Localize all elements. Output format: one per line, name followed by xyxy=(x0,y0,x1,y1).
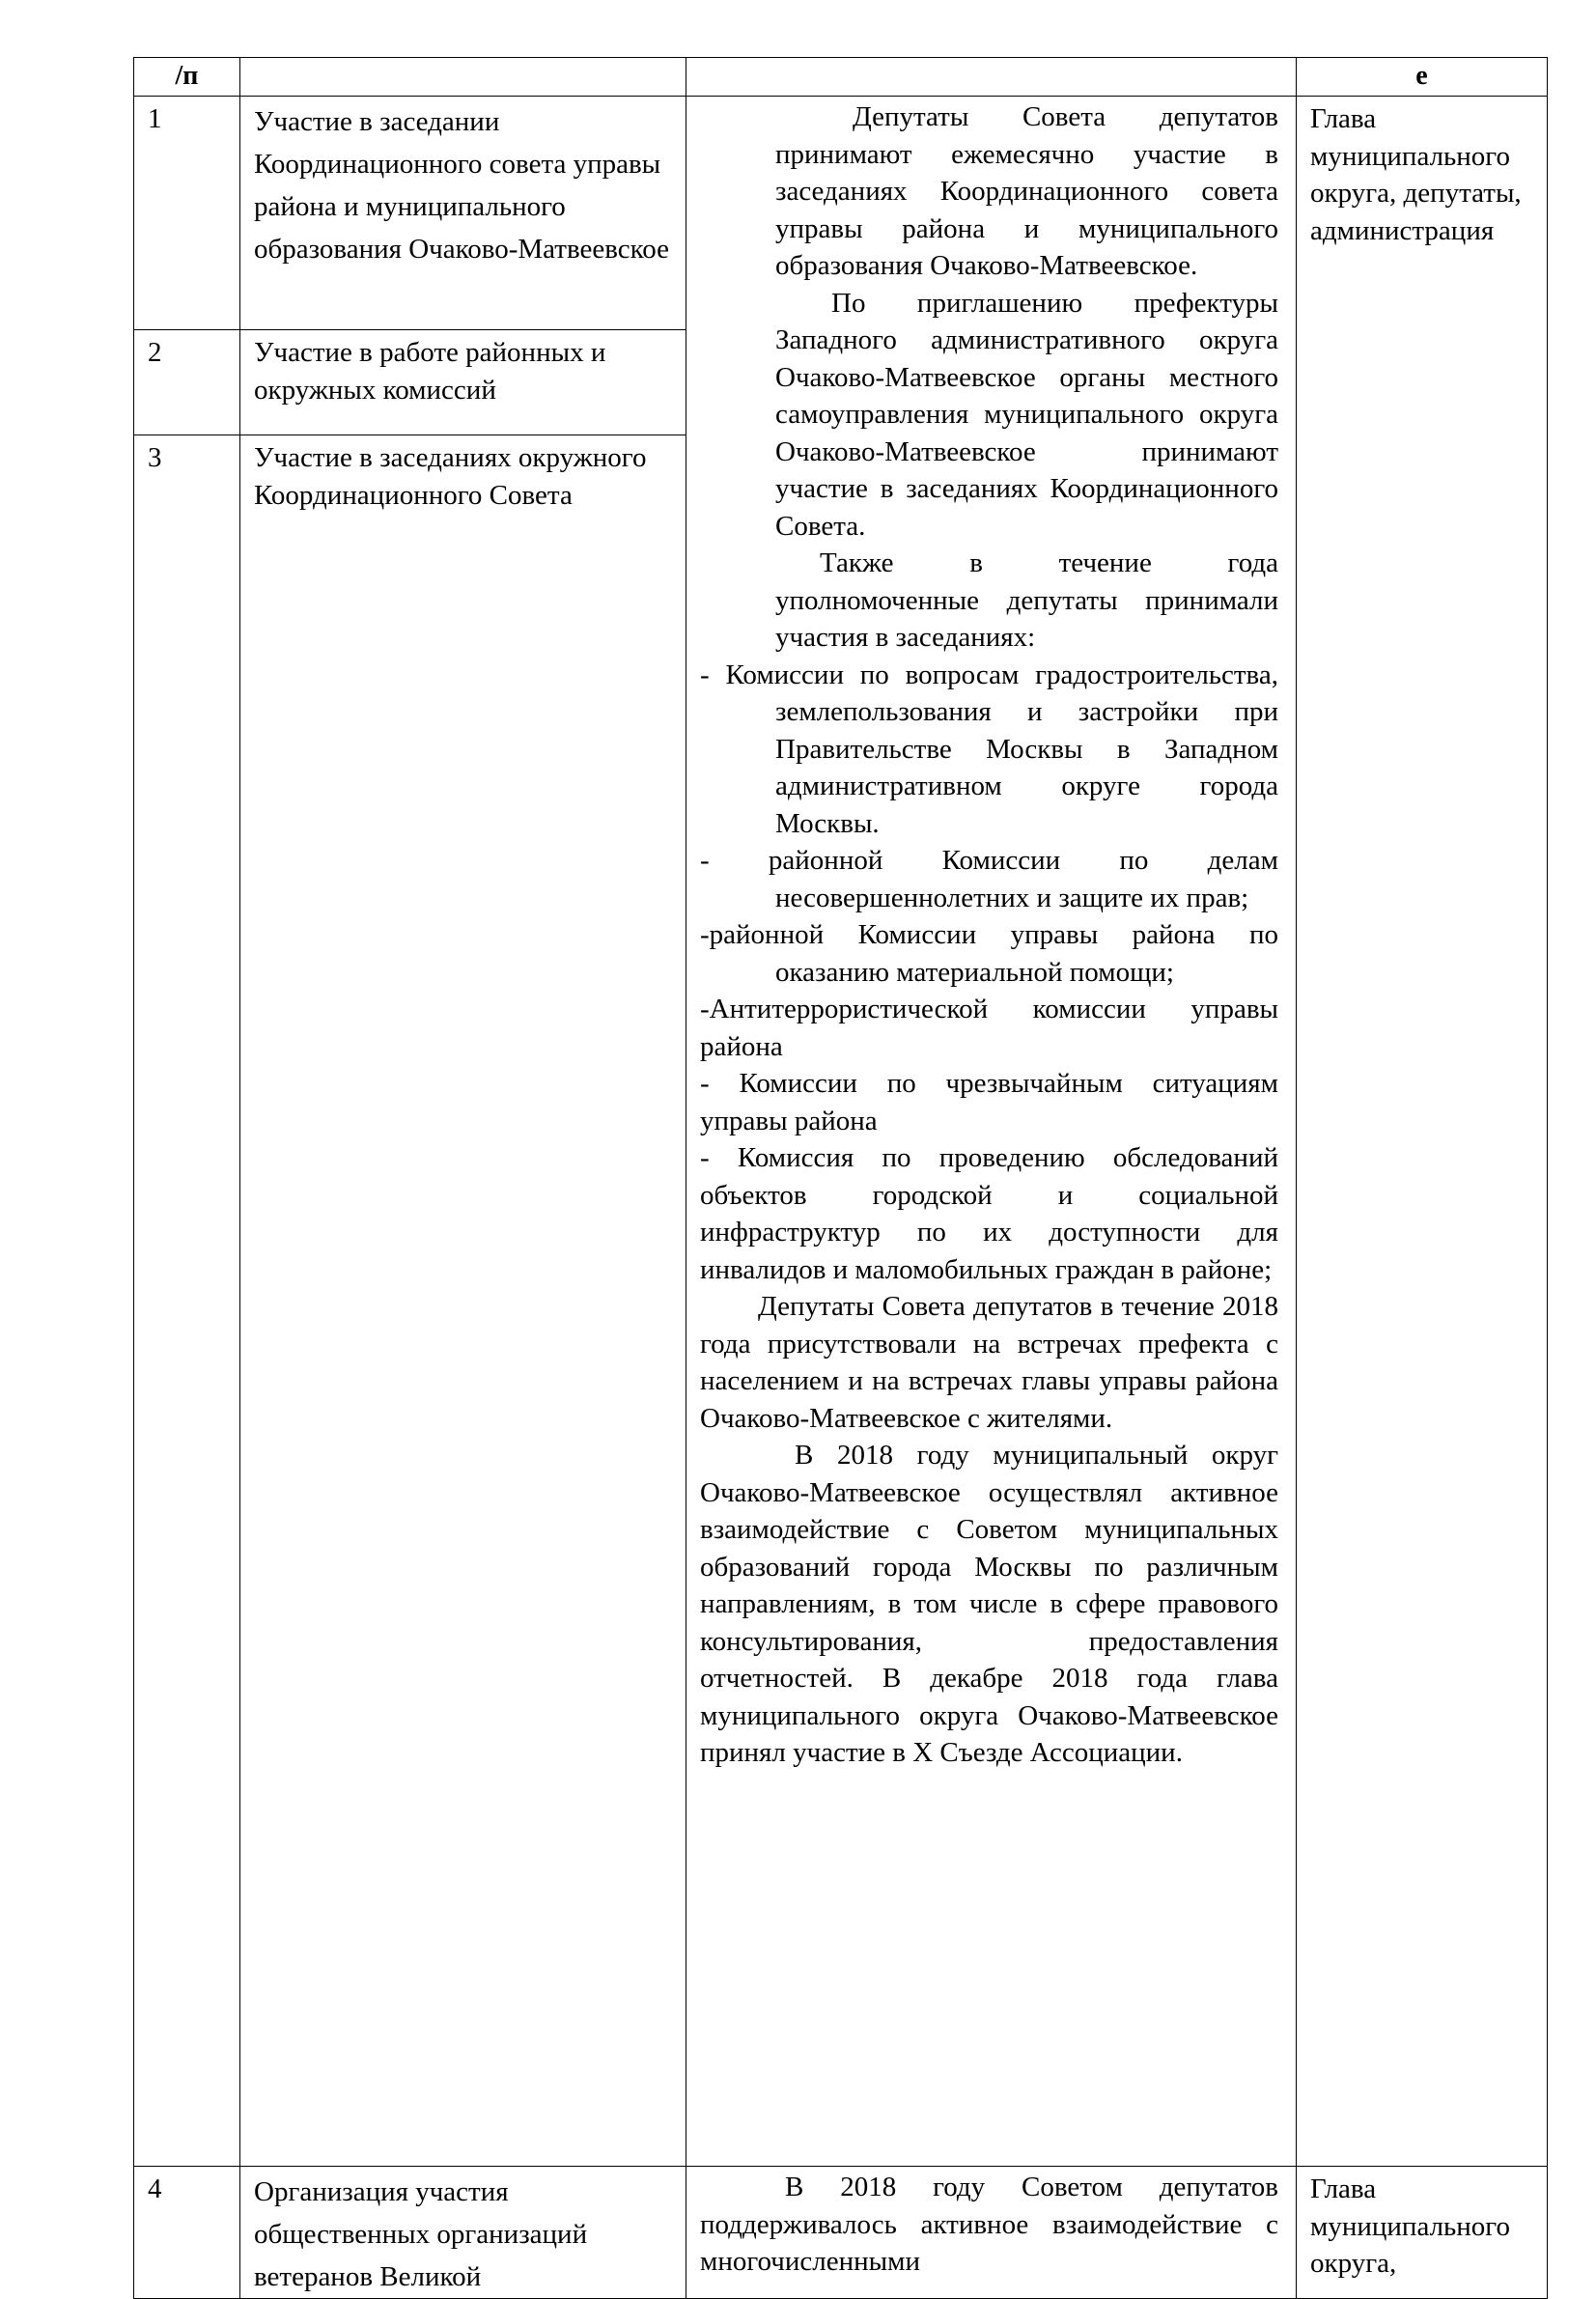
table-header-row xyxy=(134,58,1548,97)
row-activity: Участие в работе районных и окружных комиссий xyxy=(240,330,686,435)
row-responsible: Глава муниципального округа, депутаты, администрация xyxy=(1297,97,1548,2167)
description-paragraph: По приглашению префектуры Западного административного округа Очаково-Матвеевское органы местного самоуправления муниципального округа Очаково-Матвеевское принимают участие в заседаниях Координационного Совета. xyxy=(775,287,1278,542)
header-responsible: е xyxy=(1297,58,1548,97)
row-description xyxy=(686,2167,1297,2299)
row-responsible: Глава муниципального округа, xyxy=(1297,2167,1548,2299)
description-list-item: -Антитеррористической комиссии управы района xyxy=(700,994,1278,1062)
row-number: 1 xyxy=(134,97,240,330)
activity-table xyxy=(133,57,1548,2299)
description-paragraph: Депутаты Совета депутатов принимают ежемесячно участие в заседаниях Координационного совета управы района и муниципального образования Очаково-Матвеевское. xyxy=(775,101,1278,281)
row-number: 4 xyxy=(134,2167,240,2299)
description-list-item: - Комиссия по проведению обследований объектов городской и социальной инфраструктур по их доступности для инвалидов и маломобильных граждан в районе; xyxy=(700,1142,1278,1285)
table-row xyxy=(134,2167,1548,2299)
description-list-item: - Комиссии по чрезвычайным ситуациям управы района xyxy=(700,1068,1278,1136)
description-list-item: -районной Комиссии управы района по оказанию материальной помощи; xyxy=(700,919,1278,988)
description-paragraph: В 2018 году муниципальный округ Очаково-Матвеевское осуществлял активное взаимодействие с Советом муниципальных образований города Москвы по различным направлениям, в том числе в сфере правового консультирования, предоставления отчетностей. В декабре 2018 года глава муниципального округа Очаково-Матвеевское принял участие в X Съезде Ассоциации. xyxy=(700,1440,1278,1768)
row-description xyxy=(686,97,1297,2167)
row-activity: Участие в заседаниях окружного Координационного Совета xyxy=(240,435,686,2167)
description-list-item: - Комиссии по вопросам градостроительства, землепользования и застройки при Правительстве Москвы в Западном административном округе города Москвы. xyxy=(700,659,1278,839)
row-activity: Организация участия общественных организаций ветеранов Великой xyxy=(240,2167,686,2299)
row-number: 2 xyxy=(134,330,240,435)
description-paragraph: Депутаты Совета депутатов в течение 2018 года присутствовали на встречах префекта с населением и на встречах главы управы района Очаково-Матвеевское с жителями. xyxy=(700,1291,1278,1434)
header-number: /п xyxy=(134,58,240,97)
table-row xyxy=(134,97,1548,330)
row-activity: Участие в заседании Координационного совета управы района и муниципального образования Очаково-Матвеевское xyxy=(240,97,686,330)
header-activity xyxy=(240,58,686,97)
header-description xyxy=(686,58,1297,97)
description-list-item: - районной Комиссии по делам несовершеннолетних и защите их прав; xyxy=(700,845,1278,913)
description-paragraph: Также в течение года уполномоченные депутаты принимали участия в заседаниях: xyxy=(775,547,1278,653)
description-paragraph: В 2018 году Советом депутатов поддерживалось активное взаимодействие с многочисленными xyxy=(700,2172,1278,2277)
row-number: 3 xyxy=(134,435,240,2167)
